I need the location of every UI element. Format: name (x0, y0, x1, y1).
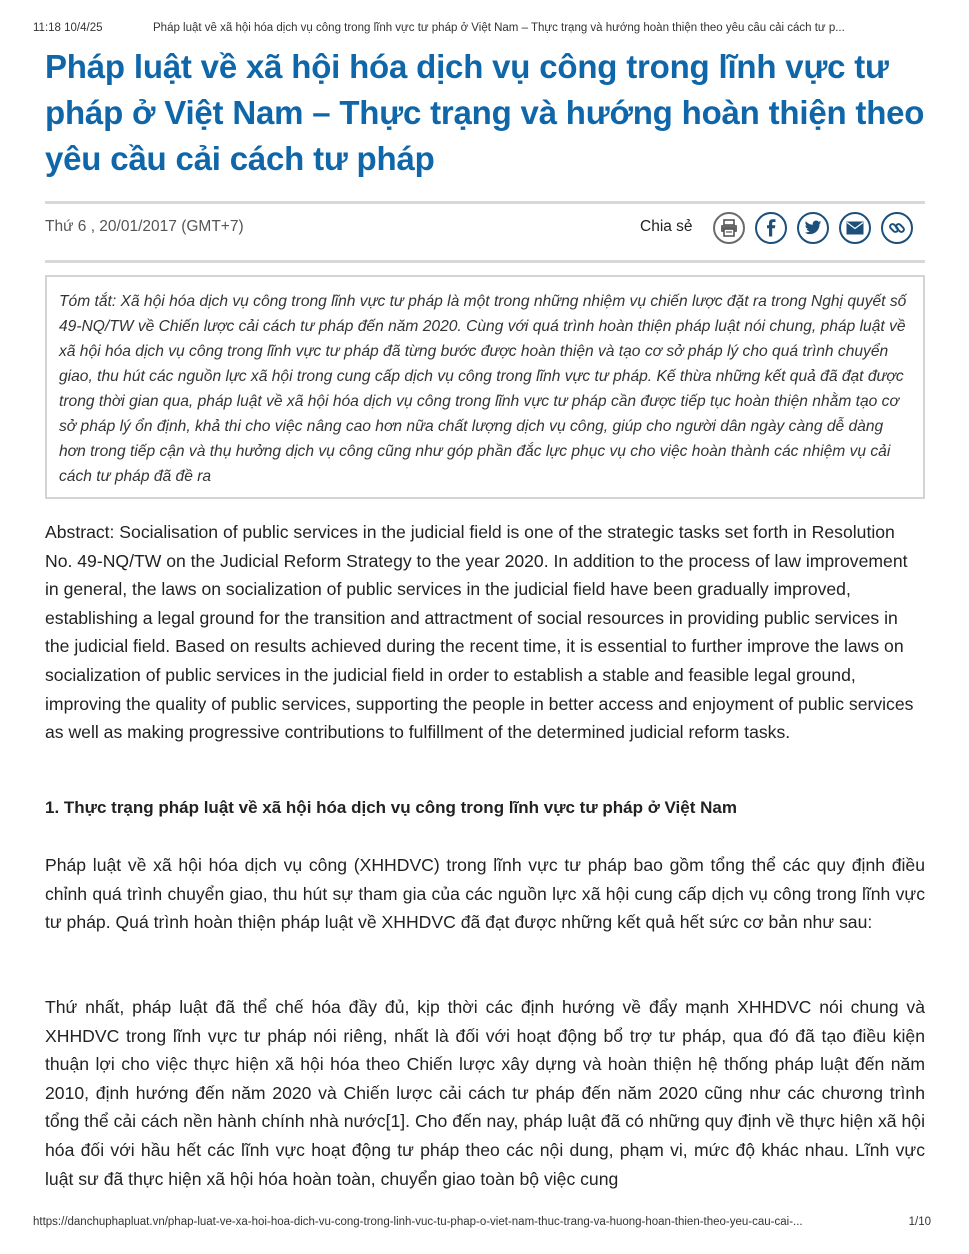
print-share-button[interactable] (713, 212, 745, 244)
page-url: https://danchuphapluat.vn/phap-luat-ve-xa-hoi-hoa-dich-vu-cong-trong-linh-vuc-tu-phap-o-viet-nam-thuc-trang-va-huong-hoan-thien-theo-yeu-cau-cai-... (33, 1216, 803, 1228)
twitter-icon (804, 220, 822, 236)
print-datetime: 11:18 10/4/25 (33, 22, 103, 34)
title-divider (45, 201, 925, 204)
share-label: Chia sẻ (640, 218, 693, 235)
facebook-icon (763, 219, 779, 237)
facebook-share-button[interactable] (755, 212, 787, 244)
link-icon (888, 219, 906, 237)
body-paragraph: Pháp luật về xã hội hóa dịch vụ công (XHHDVC) trong lĩnh vực tư pháp bao gồm tổng thể các quy định điều chỉnh quá trình chuyển giao, thu hút sự tham gia của các nguồn lực xã hội cung cấp dịch vụ công trong lĩnh vực tư pháp. Quá trình hoàn thiện pháp luật về XHHDVC đã đạt được những kết quả hết sức cơ bản như sau: (45, 855, 925, 933)
page-number: 1/10 (908, 1216, 931, 1228)
article-title: Pháp luật về xã hội hóa dịch vụ công trong lĩnh vực tư pháp ở Việt Nam – Thực trạng và hướng hoàn thiện theo yêu cầu cải cách tư pháp (45, 48, 925, 177)
summary-text: Tóm tắt: Xã hội hóa dịch vụ công trong lĩnh vực tư pháp là một trong những nhiệm vụ chiến lược đặt ra trong Nghị quyết số 49-NQ/TW về Chiến lược cải cách tư pháp đến năm 2020. Cùng với quá trình hoàn thiện pháp luật nói chung, pháp luật về xã hội hóa dịch vụ công trong lĩnh vực tư pháp đã từng bước được hoàn thiện và tạo cơ sở pháp lý cho quá trình chuyển giao, thu hút các nguồn lực xã hội trong cung cấp dịch vụ công trong lĩnh vực tư pháp. Kế thừa những kết quả đã đạt được trong thời gian qua, pháp luật về xã hội hóa dịch vụ công trong lĩnh vực tư pháp cần được tiếp tục hoàn thiện nhằm tạo cơ sở pháp lý ổn định, khả thi cho việc nâng cao hơn nữa chất lượng dịch vụ công, giúp cho người dân ngày càng dễ dàng hơn trong tiếp cận và thụ hưởng dịch vụ công cũng như góp phần đắc lực phục vụ cho việc hoàn thành các nhiệm vụ cải cách tư pháp đã đề ra (59, 293, 907, 485)
twitter-share-button[interactable] (797, 212, 829, 244)
print-icon (720, 219, 738, 237)
copy-link-button[interactable] (881, 212, 913, 244)
print-footer (33, 1216, 939, 1228)
english-abstract: Abstract: Socialisation of public services in the judicial field is one of the strategic tasks set forth in Resolution No. 49-NQ/TW on the Judicial Reform Strategy to the year 2020. In addition to the process of law improvement in general, the laws on socialization of public services in the judicial field have been gradually improved, establishing a legal ground for the transition and attractment of social resources in providing public services in the judicial field. Based on results achieved during the recent time, it is essential to further improve the laws on socialization of public services in the judicial field in order to establish a stable and feasible legal ground, improving the quality of public services, supporting the people in better access and enjoyment of public services as well as making progressive contributions to fulfillment of the determined judicial reform tasks. (45, 522, 914, 743)
meta-divider (45, 260, 925, 263)
print-page-title: Pháp luật về xã hội hóa dịch vụ công trong lĩnh vực tư pháp ở Việt Nam – Thực trạng và hướng hoàn thiện theo yêu cầu cải cách tư p... (153, 22, 845, 34)
email-share-button[interactable] (839, 212, 871, 244)
print-header (33, 22, 939, 34)
article-date: Thứ 6 , 20/01/2017 (GMT+7) (45, 218, 244, 235)
email-icon (846, 221, 864, 235)
section-heading: 1. Thực trạng pháp luật về xã hội hóa dịch vụ công trong lĩnh vực tư pháp ở Việt Nam (45, 798, 737, 817)
summary-box (45, 275, 925, 499)
body-paragraph: Thứ nhất, pháp luật đã thể chế hóa đầy đủ, kịp thời các định hướng về đẩy mạnh XHHDVC nói chung và XHHDVC trong lĩnh vực tư pháp nói riêng, nhất là đối với hoạt động bổ trợ tư pháp, qua đó đã tạo điều kiện thuận lợi cho việc thực hiện xã hội hóa theo Chiến lược xây dựng và hoàn thiện hệ thống pháp luật đến năm 2010, định hướng đến năm 2020 và Chiến lược cải cách tư pháp đến năm 2020 cũng như các chương trình tổng thể cải cách nền hành chính nhà nước[1]. Cho đến nay, pháp luật đã có những quy định về thực hiện xã hội hóa đối với hầu hết các lĩnh vực hoạt động tư pháp theo các nội dung, phạm vi, mức độ khác nhau. Lĩnh vực luật sư đã thực hiện xã hội hóa hoàn toàn, chuyển giao toàn bộ việc cung (45, 997, 925, 1189)
